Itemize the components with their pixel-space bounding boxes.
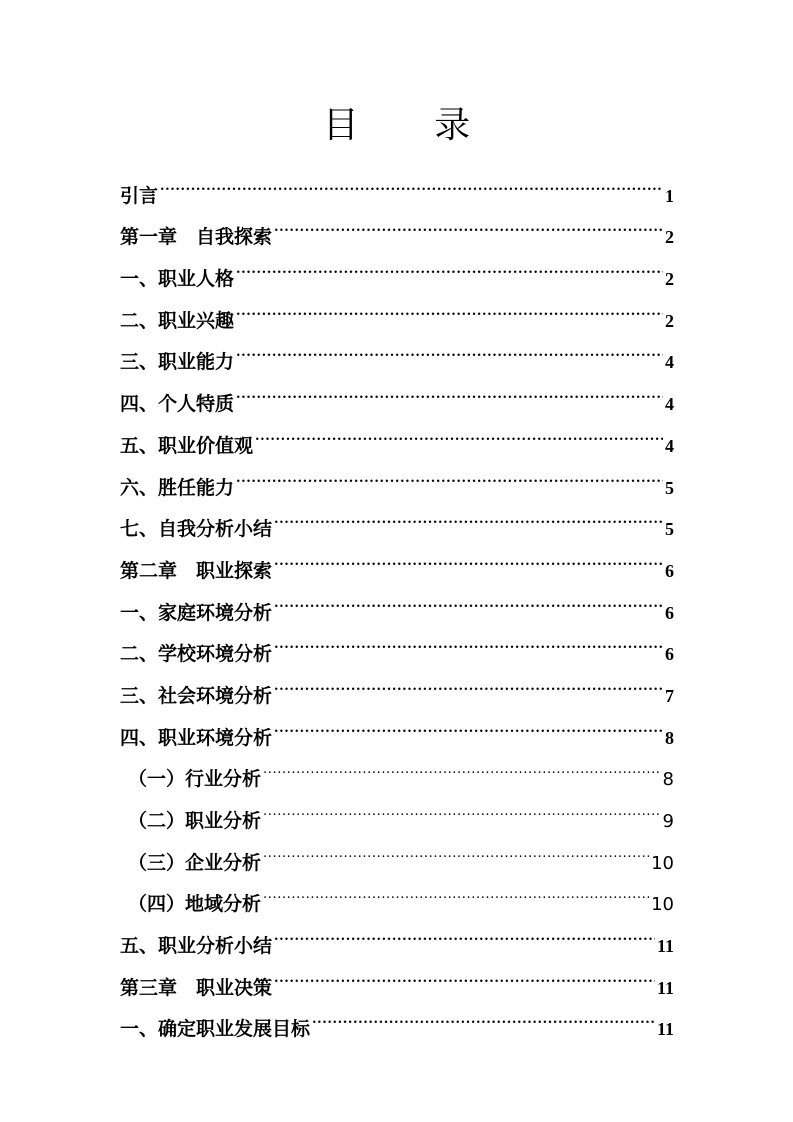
toc-entry-label: （一）行业分析	[128, 768, 262, 791]
toc-entry-label: 第三章 职业决策	[120, 976, 273, 999]
toc-entry-label: 四、职业环境分析	[120, 726, 273, 749]
toc-entry-page-number: 11	[656, 936, 674, 957]
toc-entry-page-number: 8	[662, 769, 674, 791]
toc-dot-leader	[236, 327, 663, 369]
toc-dot-leader	[274, 619, 663, 661]
toc-dot-leader	[274, 494, 663, 536]
toc-list	[120, 160, 674, 1041]
toc-entry-label: 六、胜任能力	[120, 476, 235, 499]
toc-entry-label: （四）地域分析	[128, 893, 262, 916]
toc-dot-leader	[274, 535, 663, 577]
toc-entry-page-number: 10	[651, 852, 674, 874]
toc-entry-page-number: 9	[662, 811, 674, 832]
toc-entry-page-number: 1	[665, 185, 674, 206]
toc-entry-label: 一、职业人格	[120, 268, 235, 291]
toc-dot-leader	[263, 869, 649, 911]
toc-entry-page-number: 5	[665, 477, 674, 498]
toc-dot-leader	[263, 744, 661, 786]
toc-entry-label: 第一章 自我探索	[120, 226, 273, 249]
toc-dot-leader	[255, 410, 663, 452]
toc-entry-page-number: 4	[665, 435, 674, 456]
toc-entry-label: 二、学校环境分析	[120, 643, 273, 666]
toc-entry-page-number: 6	[665, 644, 674, 665]
toc-entry-label: 五、职业分析小结	[120, 935, 273, 958]
toc-entry-label: 第二章 职业探索	[120, 559, 273, 582]
toc-dot-leader	[263, 827, 649, 869]
toc-dot-leader	[274, 660, 663, 702]
toc-entry-page-number: 4	[665, 394, 674, 415]
toc-entry[interactable]	[120, 160, 674, 207]
toc-entry-label: 三、职业能力	[120, 351, 235, 374]
toc-dot-leader	[236, 368, 663, 410]
toc-entry-page-number: 10	[651, 894, 674, 916]
toc-dot-leader	[236, 452, 663, 494]
toc-entry-page-number: 6	[665, 602, 674, 623]
toc-entry-label: 七、自我分析小结	[120, 518, 273, 541]
toc-entry-page-number: 2	[665, 269, 674, 290]
toc-dot-leader	[274, 577, 663, 619]
toc-entry-page-number: 8	[665, 727, 674, 748]
toc-dot-leader	[274, 202, 663, 244]
toc-dot-leader	[274, 952, 655, 994]
toc-title: 目 录	[322, 105, 503, 146]
toc-entry-page-number: 11	[656, 1019, 674, 1040]
toc-dot-leader	[160, 160, 663, 202]
toc-entry-page-number: 11	[656, 977, 674, 998]
toc-entry[interactable]	[120, 202, 674, 249]
toc-entry-page-number: 6	[665, 560, 674, 581]
toc-entry-label: 一、确定职业发展目标	[120, 1018, 311, 1041]
toc-entry-label: 引言	[120, 184, 159, 207]
toc-entry-label: 二、职业兴趣	[120, 309, 235, 332]
toc-dot-leader	[236, 285, 663, 327]
toc-entry-page-number: 4	[665, 352, 674, 373]
toc-dot-leader	[274, 910, 655, 952]
toc-entry-label: 四、个人特质	[120, 393, 235, 416]
toc-entry-page-number: 2	[665, 310, 674, 331]
toc-entry-page-number: 5	[665, 519, 674, 540]
toc-entry-label: 一、家庭环境分析	[120, 601, 273, 624]
toc-entry-label: （二）职业分析	[128, 810, 262, 832]
toc-dot-leader	[263, 785, 661, 827]
toc-dot-leader	[236, 243, 663, 285]
toc-entry-page-number: 7	[665, 685, 674, 706]
toc-dot-leader	[312, 994, 655, 1036]
toc-entry-page-number: 2	[665, 227, 674, 248]
toc-dot-leader	[274, 702, 663, 744]
toc-entry-label: 五、职业价值观	[120, 434, 254, 457]
toc-entry-label: 三、社会环境分析	[120, 684, 273, 707]
toc-entry-label: （三）企业分析	[128, 851, 262, 874]
